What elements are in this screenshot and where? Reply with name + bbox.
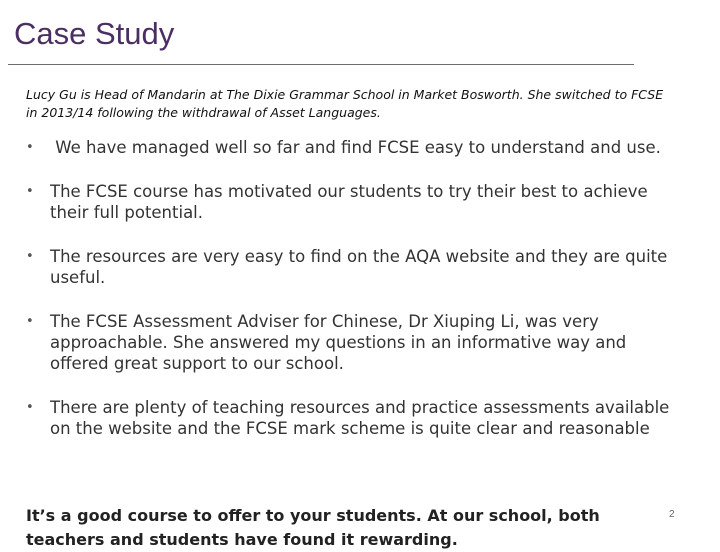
- intro-text: Lucy Gu is Head of Mandarin at The Dixie Grammar School in Market Bosworth. She switched to FCSE in 2013/14 following the withdrawal of Asset Languages.: [26, 87, 664, 120]
- slide-title: Case Study: [14, 16, 175, 51]
- list-item: [26, 397, 676, 439]
- list-item: [26, 246, 676, 288]
- bullet-text: There are plenty of teaching resources and practice assessments available on the website and the FCSE mark scheme is quite clear and reasonable: [50, 398, 670, 438]
- bullet-icon: •: [26, 184, 34, 199]
- bullet-text: The resources are very easy to find on the AQA website and they are quite useful.: [50, 247, 668, 287]
- bullet-text: The FCSE course has motivated our students to try their best to achieve their full potential.: [50, 182, 648, 222]
- list-item: [26, 311, 676, 374]
- bullet-text: We have managed well so far and find FCSE easy to understand and use.: [50, 138, 661, 157]
- quote-list: [26, 137, 676, 462]
- bullet-text: The FCSE Assessment Adviser for Chinese, Dr Xiuping Li, was very approachable. She answered my questions in an informative way and offered great support to our school.: [50, 312, 627, 373]
- page-number: 2: [669, 509, 675, 520]
- closing-statement: It’s a good course to offer to your students. At our school, both teachers and students have found it rewarding.: [26, 506, 600, 549]
- list-item: [26, 181, 676, 223]
- list-item: [26, 137, 676, 158]
- bullet-icon: •: [26, 314, 34, 329]
- title-divider: [8, 64, 634, 65]
- bullet-icon: •: [26, 249, 34, 264]
- bullet-icon: •: [26, 400, 34, 415]
- bullet-icon: •: [26, 140, 34, 155]
